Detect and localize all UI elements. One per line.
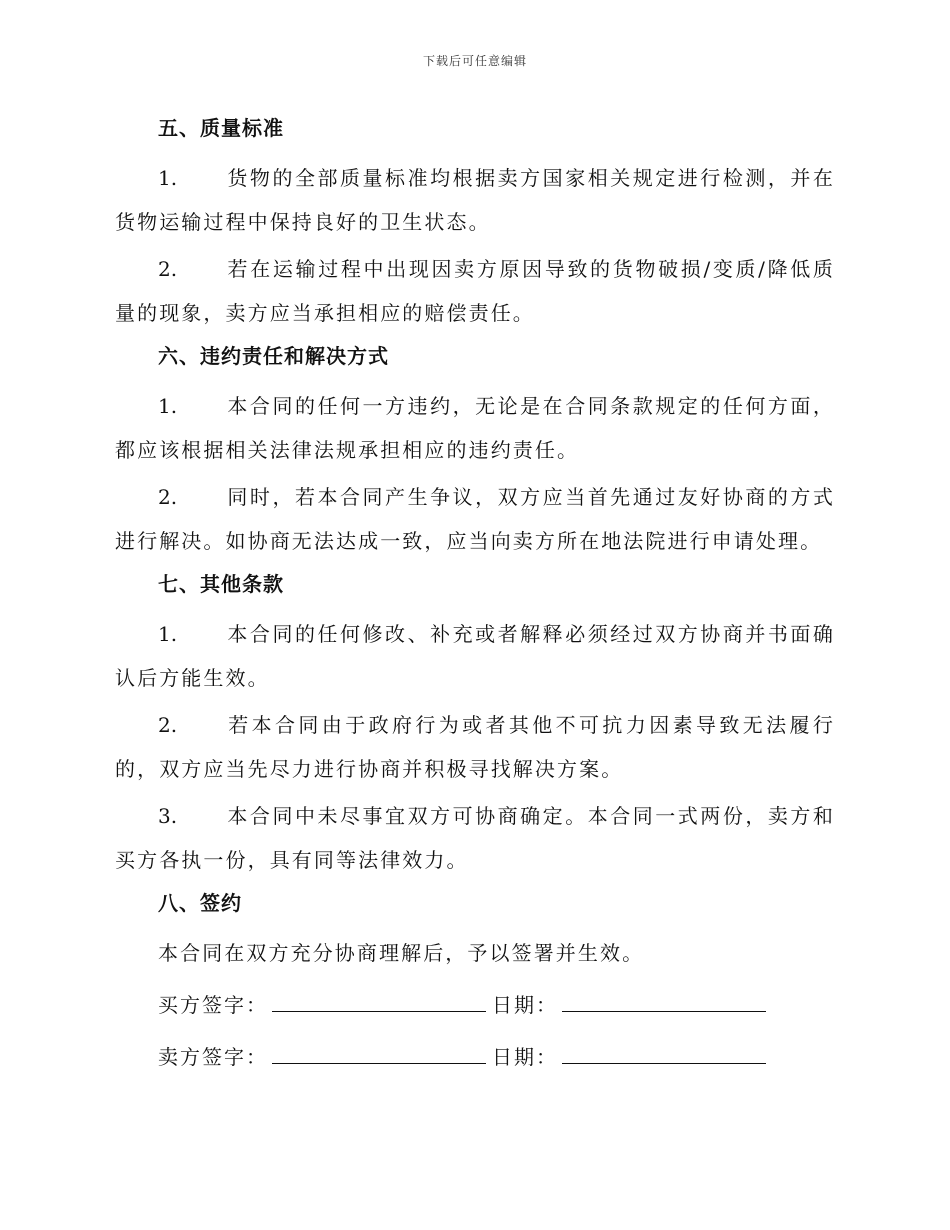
clause [115, 156, 835, 244]
clause-number: 3. [158, 804, 178, 828]
buyer-date-line [562, 991, 766, 1012]
section-title: 七、其他条款 [158, 572, 284, 596]
clause-text: 同时，若本合同产生争议，双方应当首先通过友好协商的方式进行解决。如协商无法达成一致，应当向卖方所在地法院进行申请处理。 [115, 485, 835, 553]
section-liability [115, 338, 835, 563]
clause-number: 2. [158, 257, 178, 281]
clause-text: 本合同中未尽事宜双方可协商确定。本合同一式两份，卖方和买方各执一份，具有同等法律效力。 [115, 804, 835, 872]
clause [115, 794, 835, 882]
buyer-signature-row [158, 983, 835, 1027]
clause [115, 612, 835, 700]
clause-text: 本合同的任何一方违约，无论是在合同条款规定的任何方面，都应该根据相关法律法规承担相应的违约责任。 [115, 394, 835, 462]
seller-date-line [562, 1043, 766, 1064]
seller-date-label: 日期： [492, 1045, 558, 1069]
clause-number: 1. [158, 622, 178, 646]
clause-number: 1. [158, 166, 178, 190]
clause-number: 1. [158, 394, 178, 418]
clause-number: 2. [158, 485, 178, 509]
clause [115, 384, 835, 472]
section-signing [115, 885, 835, 1079]
section-quality-standards [115, 110, 835, 335]
seller-signature-row [158, 1035, 835, 1079]
page-header: 下载后可任意编辑 [422, 54, 527, 68]
buyer-date-label: 日期： [492, 993, 558, 1017]
section-title: 八、签约 [158, 891, 242, 915]
clause [115, 703, 835, 791]
clause-number: 2. [158, 713, 178, 737]
clause-text: 货物的全部质量标准均根据卖方国家相关规定进行检测，并在货物运输过程中保持良好的卫生状态。 [115, 166, 835, 234]
buyer-signature-line [272, 991, 486, 1012]
clause-text: 若本合同由于政府行为或者其他不可抗力因素导致无法履行的，双方应当先尽力进行协商并积极寻找解决方案。 [115, 713, 835, 781]
clause [115, 475, 835, 563]
document-body [115, 110, 835, 1087]
clause-text: 本合同的任何修改、补充或者解释必须经过双方协商并书面确认后方能生效。 [115, 622, 835, 690]
buyer-signature-label: 买方签字： [158, 993, 268, 1017]
seller-signature-label: 卖方签字： [158, 1045, 268, 1069]
clause-text: 若在运输过程中出现因卖方原因导致的货物破损/变质/降低质量的现象，卖方应当承担相应的赔偿责任。 [115, 257, 835, 325]
signing-statement: 本合同在双方充分协商理解后，予以签署并生效。 [158, 941, 645, 965]
clause [115, 247, 835, 335]
section-title: 六、违约责任和解决方式 [158, 344, 389, 368]
section-title: 五、质量标准 [158, 116, 284, 140]
section-other-terms [115, 566, 835, 882]
seller-signature-line [272, 1043, 486, 1064]
